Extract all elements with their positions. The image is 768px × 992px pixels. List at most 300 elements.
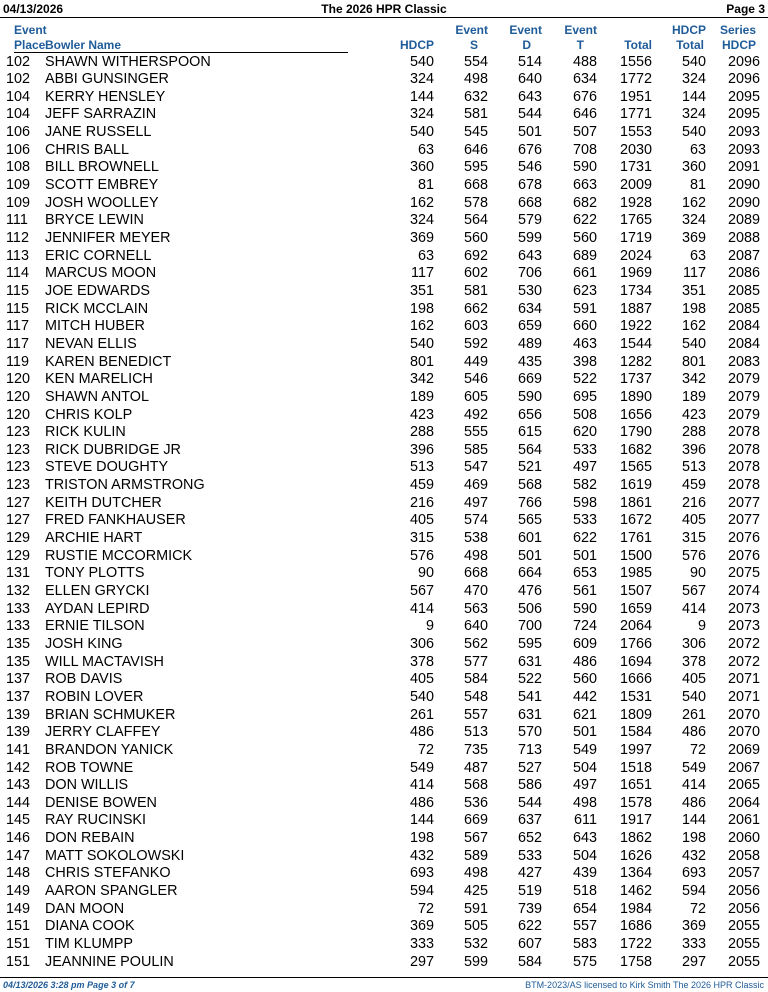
report-title: The 2026 HPR Classic (321, 2, 447, 16)
bowler-name-cell: BRANDON YANICK (45, 741, 174, 758)
col-event-s-top: Event (455, 23, 488, 37)
bowler-name-cell: JANE RUSSELL (45, 124, 152, 141)
hdcp-total-cell: 144 (681, 88, 706, 105)
event-t-cell: 724 (572, 618, 597, 635)
event-d-cell: 579 (517, 212, 542, 229)
hdcp-total-cell: 63 (689, 141, 706, 158)
bowler-name-cell: ERNIE TILSON (45, 618, 145, 635)
hdcp-total-cell: 378 (681, 653, 706, 670)
event-d-cell: 568 (517, 477, 542, 494)
event-t-cell: 598 (572, 494, 597, 511)
series-hdcp-cell: 2061 (727, 812, 760, 829)
bowler-name-cell: BRIAN SCHMUKER (45, 706, 176, 723)
hdcp-cell: 63 (417, 247, 434, 264)
bowler-name-cell: RAY RUCINSKI (45, 812, 147, 829)
hdcp-cell: 189 (409, 388, 434, 405)
hdcp-cell: 378 (409, 653, 434, 670)
place-cell: 139 (6, 706, 31, 723)
hdcp-cell: 576 (409, 547, 434, 564)
event-s-cell: 547 (463, 459, 488, 476)
series-hdcp-cell: 2057 (727, 865, 760, 882)
bowler-name-cell: SHAWN WITHERSPOON (45, 53, 211, 70)
place-cell: 135 (6, 653, 31, 670)
place-cell: 147 (6, 847, 31, 864)
event-t-cell: 583 (572, 936, 597, 952)
table-row (0, 106, 768, 124)
series-hdcp-cell: 2071 (727, 688, 760, 705)
table-row (0, 565, 768, 583)
event-t-cell: 622 (572, 212, 597, 229)
hdcp-cell: 63 (417, 141, 434, 158)
event-d-cell: 590 (517, 388, 542, 405)
hdcp-total-cell: 459 (681, 477, 706, 494)
place-cell: 149 (6, 883, 31, 900)
hdcp-cell: 261 (409, 706, 434, 723)
total-cell: 1790 (619, 424, 652, 441)
table-row (0, 830, 768, 848)
event-t-cell: 522 (572, 371, 597, 388)
footer-license: BTM-2023/AS licensed to Kirk Smith The 2026 HPR Classic (525, 980, 764, 990)
bowler-name-cell: AARON SPANGLER (45, 883, 178, 900)
event-d-cell: 676 (517, 141, 542, 158)
hdcp-total-cell: 414 (681, 600, 706, 617)
place-cell: 104 (6, 88, 31, 105)
place-cell: 137 (6, 688, 31, 705)
event-t-cell: 501 (572, 724, 597, 741)
event-s-cell: 554 (463, 53, 488, 70)
total-cell: 1985 (619, 565, 652, 582)
table-row (0, 654, 768, 672)
total-cell: 2024 (619, 247, 652, 264)
place-cell: 143 (6, 777, 31, 794)
place-cell: 127 (6, 494, 31, 511)
event-d-cell: 622 (517, 918, 542, 935)
total-cell: 1282 (619, 353, 652, 370)
total-cell: 2064 (619, 618, 652, 635)
event-d-cell: 652 (517, 830, 542, 847)
table-row (0, 318, 768, 336)
place-cell: 144 (6, 794, 31, 811)
table-row (0, 248, 768, 266)
hdcp-cell: 144 (409, 88, 434, 105)
event-d-cell: 607 (517, 936, 542, 952)
bowler-name-cell: TRISTON ARMSTRONG (45, 477, 205, 494)
event-d-cell: 530 (517, 282, 542, 299)
event-s-cell: 470 (463, 583, 488, 599)
event-t-cell: 518 (572, 883, 597, 900)
footer-timestamp: 04/13/2026 3:28 pm Page 3 of 7 (3, 980, 135, 990)
bowler-name-cell: JERRY CLAFFEY (45, 724, 161, 741)
series-hdcp-cell: 2085 (727, 282, 760, 299)
place-cell: 132 (6, 583, 31, 599)
hdcp-total-cell: 486 (681, 794, 706, 811)
table-row (0, 689, 768, 707)
event-s-cell: 498 (463, 71, 488, 88)
event-d-cell: 541 (517, 688, 542, 705)
place-cell: 123 (6, 424, 31, 441)
event-d-cell: 700 (517, 618, 542, 635)
event-t-cell: 463 (572, 335, 597, 352)
hdcp-total-cell: 351 (681, 282, 706, 299)
event-d-cell: 501 (517, 547, 542, 564)
event-t-cell: 620 (572, 424, 597, 441)
hdcp-total-cell: 576 (681, 547, 706, 564)
hdcp-total-cell: 198 (681, 830, 706, 847)
place-cell: 106 (6, 141, 31, 158)
place-cell: 133 (6, 600, 31, 617)
col-place-bottom: Place (14, 38, 46, 52)
table-row (0, 548, 768, 566)
table-row (0, 742, 768, 760)
table-row (0, 495, 768, 513)
col-event-d-top: Event (509, 23, 542, 37)
hdcp-cell: 198 (409, 830, 434, 847)
bowler-name-cell: MITCH HUBER (45, 318, 145, 335)
hdcp-total-cell: 315 (681, 530, 706, 547)
event-t-cell: 689 (572, 247, 597, 264)
hdcp-cell: 540 (409, 335, 434, 352)
bowler-name-cell: ROBIN LOVER (45, 688, 144, 705)
bowler-name-cell: JENNIFER MEYER (45, 230, 171, 246)
bowler-name-cell: ROB TOWNE (45, 759, 134, 776)
event-t-cell: 653 (572, 565, 597, 582)
hdcp-cell: 72 (417, 900, 434, 917)
hdcp-cell: 486 (409, 724, 434, 741)
event-s-cell: 589 (463, 847, 488, 864)
hdcp-cell: 414 (409, 600, 434, 617)
event-s-cell: 646 (463, 141, 488, 158)
hdcp-total-cell: 324 (681, 212, 706, 229)
event-s-cell: 557 (463, 706, 488, 723)
hdcp-cell: 369 (409, 230, 434, 246)
table-row (0, 283, 768, 301)
event-d-cell: 476 (517, 583, 542, 599)
table-row (0, 407, 768, 425)
event-s-cell: 567 (463, 830, 488, 847)
series-hdcp-cell: 2075 (727, 565, 760, 582)
event-s-cell: 563 (463, 600, 488, 617)
hdcp-cell: 351 (409, 282, 434, 299)
event-t-cell: 590 (572, 600, 597, 617)
place-cell: 151 (6, 953, 31, 970)
total-cell: 1771 (619, 106, 652, 123)
total-cell: 1772 (619, 71, 652, 88)
series-hdcp-cell: 2060 (727, 830, 760, 847)
event-d-cell: 435 (517, 353, 542, 370)
event-s-cell: 513 (463, 724, 488, 741)
hdcp-cell: 90 (417, 565, 434, 582)
hdcp-total-cell: 144 (681, 812, 706, 829)
event-t-cell: 708 (572, 141, 597, 158)
event-d-cell: 713 (517, 741, 542, 758)
place-cell: 141 (6, 741, 31, 758)
event-d-cell: 631 (517, 706, 542, 723)
hdcp-total-cell: 414 (681, 777, 706, 794)
total-cell: 1719 (619, 230, 652, 246)
hdcp-cell: 198 (409, 300, 434, 317)
event-d-cell: 595 (517, 635, 542, 652)
total-cell: 1766 (619, 635, 652, 652)
hdcp-total-cell: 360 (681, 159, 706, 176)
hdcp-cell: 540 (409, 124, 434, 141)
total-cell: 1553 (619, 124, 652, 141)
bowler-name-cell: NEVAN ELLIS (45, 335, 137, 352)
col-place-top: Event (14, 23, 47, 37)
hdcp-cell: 405 (409, 671, 434, 688)
table-row (0, 601, 768, 619)
series-hdcp-cell: 2091 (727, 159, 760, 176)
event-s-cell: 505 (463, 918, 488, 935)
event-s-cell: 581 (463, 106, 488, 123)
event-s-cell: 578 (463, 194, 488, 211)
bowler-name-cell: WILL MACTAVISH (45, 653, 164, 670)
event-t-cell: 501 (572, 547, 597, 564)
series-hdcp-cell: 2076 (727, 547, 760, 564)
event-t-cell: 621 (572, 706, 597, 723)
event-d-cell: 586 (517, 777, 542, 794)
event-d-cell: 427 (517, 865, 542, 882)
event-d-cell: 584 (517, 953, 542, 970)
hdcp-cell: 594 (409, 883, 434, 900)
event-t-cell: 660 (572, 318, 597, 335)
series-hdcp-cell: 2056 (727, 883, 760, 900)
hdcp-total-cell: 405 (681, 512, 706, 529)
event-d-cell: 599 (517, 230, 542, 246)
event-d-cell: 766 (517, 494, 542, 511)
place-cell: 117 (6, 335, 29, 352)
event-d-cell: 678 (517, 177, 542, 194)
total-cell: 1578 (619, 794, 652, 811)
hdcp-cell: 72 (417, 741, 434, 758)
bowler-name-cell: RICK DUBRIDGE JR (45, 441, 181, 458)
event-t-cell: 557 (572, 918, 597, 935)
event-d-cell: 601 (517, 530, 542, 547)
hdcp-total-cell: 72 (689, 741, 706, 758)
event-s-cell: 555 (463, 424, 488, 441)
page-number: Page 3 (726, 2, 765, 16)
series-hdcp-cell: 2077 (727, 512, 760, 529)
event-d-cell: 546 (517, 159, 542, 176)
hdcp-cell: 423 (409, 406, 434, 423)
series-hdcp-cell: 2064 (727, 794, 760, 811)
hdcp-cell: 540 (409, 688, 434, 705)
place-cell: 127 (6, 512, 31, 529)
hdcp-cell: 459 (409, 477, 434, 494)
event-t-cell: 504 (572, 847, 597, 864)
table-row (0, 865, 768, 883)
bowler-name-cell: ROB DAVIS (45, 671, 123, 688)
place-cell: 119 (6, 353, 29, 370)
event-t-cell: 661 (572, 265, 597, 282)
event-s-cell: 595 (463, 159, 488, 176)
series-hdcp-cell: 2079 (727, 388, 760, 405)
table-row (0, 795, 768, 813)
total-cell: 1626 (619, 847, 652, 864)
table-row (0, 707, 768, 725)
table-row (0, 177, 768, 195)
series-hdcp-cell: 2076 (727, 530, 760, 547)
hdcp-cell: 162 (409, 318, 434, 335)
event-s-cell: 560 (463, 230, 488, 246)
series-hdcp-cell: 2079 (727, 371, 760, 388)
hdcp-total-cell: 567 (681, 583, 706, 599)
bowler-name-cell: RUSTIE MCCORMICK (45, 547, 193, 564)
event-d-cell: 640 (517, 71, 542, 88)
series-hdcp-cell: 2084 (727, 335, 760, 352)
table-row (0, 265, 768, 283)
event-d-cell: 501 (517, 124, 542, 141)
hdcp-cell: 9 (425, 618, 434, 635)
table-row (0, 671, 768, 689)
series-hdcp-cell: 2096 (727, 71, 760, 88)
event-d-cell: 659 (517, 318, 542, 335)
table-row (0, 442, 768, 460)
event-t-cell: 497 (572, 777, 597, 794)
event-s-cell: 562 (463, 635, 488, 652)
event-t-cell: 623 (572, 282, 597, 299)
series-hdcp-cell: 2073 (727, 600, 760, 617)
event-s-cell: 497 (463, 494, 488, 511)
bowler-name-cell: TIM KLUMPP (45, 936, 133, 952)
bowler-name-cell: RICK MCCLAIN (45, 300, 149, 317)
place-cell: 129 (6, 530, 31, 547)
place-cell: 151 (6, 918, 31, 935)
total-cell: 1761 (619, 530, 652, 547)
table-row (0, 371, 768, 389)
total-cell: 1584 (619, 724, 652, 741)
total-cell: 1984 (619, 900, 652, 917)
bowler-name-cell: DIANA COOK (45, 918, 135, 935)
col-event-t-top: Event (564, 23, 597, 37)
bowler-name-cell: JEFF SARRAZIN (45, 106, 157, 123)
place-cell: 131 (6, 565, 31, 582)
place-cell: 123 (6, 477, 31, 494)
bowler-name-cell: DON WILLIS (45, 777, 129, 794)
hdcp-total-cell: 90 (689, 565, 706, 582)
series-hdcp-cell: 2089 (727, 212, 760, 229)
event-s-cell: 603 (463, 318, 488, 335)
event-s-cell: 735 (463, 741, 488, 758)
series-hdcp-cell: 2074 (727, 583, 760, 599)
table-row (0, 848, 768, 866)
total-cell: 1518 (619, 759, 652, 776)
event-d-cell: 527 (517, 759, 542, 776)
event-s-cell: 640 (463, 618, 488, 635)
col-hdcp-total-top: HDCP (671, 23, 706, 37)
total-cell: 1809 (619, 706, 652, 723)
event-d-cell: 643 (517, 247, 542, 264)
table-row (0, 901, 768, 919)
event-t-cell: 560 (572, 230, 597, 246)
place-cell: 123 (6, 441, 31, 458)
place-cell: 137 (6, 671, 31, 688)
place-cell: 139 (6, 724, 31, 741)
table-row (0, 142, 768, 160)
report-footer (0, 977, 768, 992)
event-t-cell: 488 (572, 53, 597, 70)
event-t-cell: 663 (572, 177, 597, 194)
event-t-cell: 549 (572, 741, 597, 758)
hdcp-total-cell: 540 (681, 688, 706, 705)
event-d-cell: 664 (517, 565, 542, 582)
series-hdcp-cell: 2069 (727, 741, 760, 758)
hdcp-total-cell: 342 (681, 371, 706, 388)
event-d-cell: 565 (517, 512, 542, 529)
hdcp-total-cell: 288 (681, 424, 706, 441)
series-hdcp-cell: 2077 (727, 494, 760, 511)
event-s-cell: 584 (463, 671, 488, 688)
event-s-cell: 632 (463, 88, 488, 105)
place-cell: 151 (6, 936, 31, 952)
event-t-cell: 486 (572, 653, 597, 670)
event-s-cell: 492 (463, 406, 488, 423)
place-cell: 106 (6, 124, 31, 141)
table-row (0, 812, 768, 830)
place-cell: 148 (6, 865, 31, 882)
hdcp-total-cell: 162 (681, 194, 706, 211)
bowler-name-cell: MATT SOKOLOWSKI (45, 847, 185, 864)
hdcp-total-cell: 297 (681, 953, 706, 970)
table-row (0, 124, 768, 142)
event-s-cell: 669 (463, 812, 488, 829)
total-cell: 1694 (619, 653, 652, 670)
place-cell: 115 (6, 282, 29, 299)
event-t-cell: 442 (572, 688, 597, 705)
col-event-s-bottom: S (469, 38, 478, 52)
col-total: Total (624, 38, 652, 52)
event-s-cell: 449 (463, 353, 488, 370)
total-cell: 1666 (619, 671, 652, 688)
table-row (0, 618, 768, 636)
hdcp-cell: 540 (409, 53, 434, 70)
table-row (0, 301, 768, 319)
series-hdcp-cell: 2065 (727, 777, 760, 794)
event-s-cell: 605 (463, 388, 488, 405)
hdcp-cell: 405 (409, 512, 434, 529)
event-d-cell: 669 (517, 371, 542, 388)
event-d-cell: 519 (517, 883, 542, 900)
hdcp-cell: 396 (409, 441, 434, 458)
event-t-cell: 622 (572, 530, 597, 547)
place-cell: 145 (6, 812, 31, 829)
total-cell: 1619 (619, 477, 652, 494)
bowler-name-cell: CHRIS BALL (45, 141, 129, 158)
place-cell: 102 (6, 71, 31, 88)
total-cell: 1862 (619, 830, 652, 847)
hdcp-cell: 324 (409, 212, 434, 229)
bowler-name-cell: DENISE BOWEN (45, 794, 157, 811)
series-hdcp-cell: 2073 (727, 618, 760, 635)
total-cell: 1656 (619, 406, 652, 423)
event-t-cell: 498 (572, 794, 597, 811)
place-cell: 102 (6, 53, 31, 70)
total-cell: 1737 (619, 371, 652, 388)
table-row (0, 936, 768, 954)
total-cell: 1682 (619, 441, 652, 458)
hdcp-cell: 288 (409, 424, 434, 441)
event-t-cell: 591 (572, 300, 597, 317)
hdcp-cell: 486 (409, 794, 434, 811)
col-hdcp: HDCP (399, 38, 434, 52)
bowler-name-cell: ARCHIE HART (45, 530, 143, 547)
place-cell: 135 (6, 635, 31, 652)
col-series-top: Series (719, 23, 756, 37)
event-t-cell: 676 (572, 88, 597, 105)
event-s-cell: 599 (463, 953, 488, 970)
place-cell: 149 (6, 900, 31, 917)
event-s-cell: 568 (463, 777, 488, 794)
hdcp-cell: 513 (409, 459, 434, 476)
